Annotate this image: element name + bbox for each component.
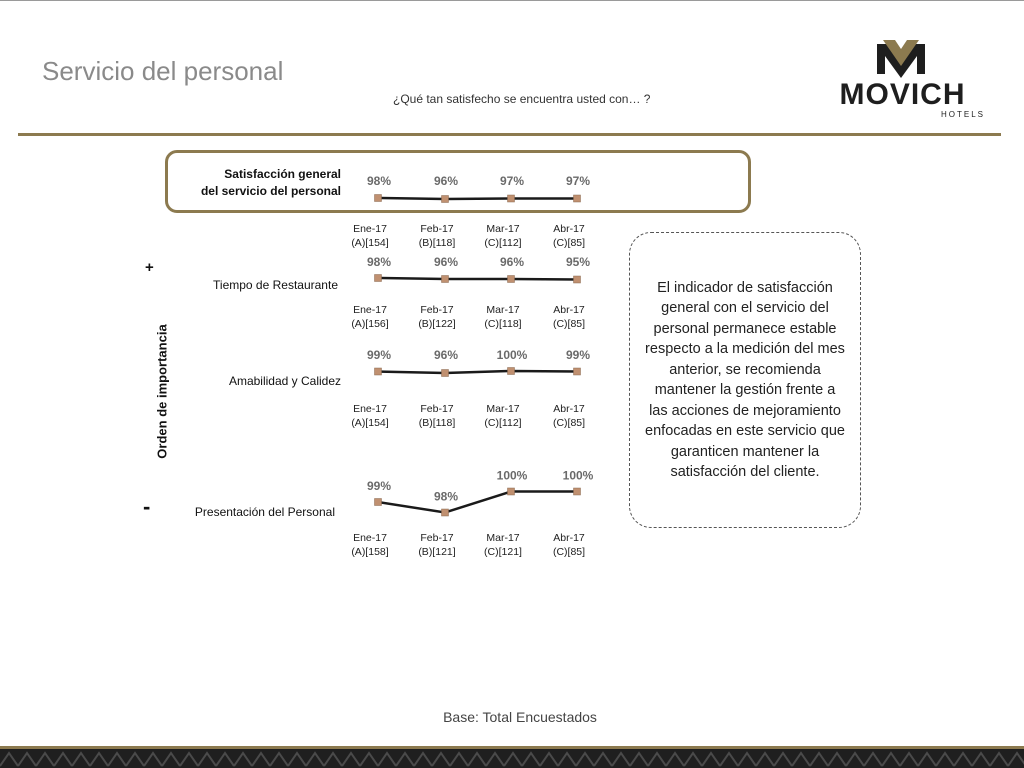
base-label: (A)[154] <box>351 237 389 249</box>
tick-label: Abr-17 <box>553 223 585 235</box>
page-title: Servicio del personal <box>42 56 284 86</box>
tick-label: Ene-17 <box>353 223 387 235</box>
data-point <box>375 499 382 506</box>
tick-label: Feb-17 <box>420 223 454 235</box>
logo-wordmark: MOVICH <box>839 78 966 111</box>
tick-label: Mar-17 <box>486 223 520 235</box>
data-point <box>375 368 382 375</box>
base-label: (C)[112] <box>484 237 522 249</box>
tick-label: Abr-17 <box>553 304 585 316</box>
insight-text: El indicador de satisfacción general con el servicio del personal permanece estable respecto a la medición del mes anterior, se recomienda mantener la gestión frente a las acciones de mejoramiento enfocadas en este servicio que garanticen mantener la satisfacción del cliente. <box>645 279 845 480</box>
base-label: (B)[118] <box>418 237 456 249</box>
tick-label: Feb-17 <box>420 304 454 316</box>
base-label: (A)[156] <box>351 318 389 330</box>
tick-label: Ene-17 <box>353 532 387 544</box>
series-line <box>378 371 577 373</box>
base-label: (A)[158] <box>351 546 389 558</box>
data-point <box>375 275 382 282</box>
value-label: 96% <box>499 255 525 269</box>
row-label-overall-line2: del servicio del personal <box>200 184 341 198</box>
data-point <box>574 276 581 283</box>
value-label: 100% <box>562 468 594 483</box>
value-label: 96% <box>433 174 459 188</box>
value-label: 97% <box>565 174 591 188</box>
base-label: (B)[121] <box>418 546 456 558</box>
base-label: (C)[85] <box>552 417 586 429</box>
base-label: (C)[121] <box>484 546 522 558</box>
row-label-overall-line1: Satisfacción general <box>224 167 341 181</box>
tick-label: Mar-17 <box>486 403 520 415</box>
value-label: 96% <box>433 255 459 269</box>
insight-callout <box>629 232 861 528</box>
footer-pattern <box>0 746 1024 768</box>
value-label: 100% <box>496 348 528 362</box>
less-important-sign: - <box>143 494 151 519</box>
base-note: Base: Total Encuestados <box>443 709 597 725</box>
row-label-restaurant-time: Tiempo de Restaurante <box>213 278 338 292</box>
value-label: 99% <box>565 348 591 362</box>
tick-label: Mar-17 <box>486 304 520 316</box>
base-label: (C)[85] <box>552 546 586 558</box>
tick-label: Mar-17 <box>486 532 520 544</box>
tick-label: Feb-17 <box>420 532 454 544</box>
series-line <box>378 489 577 513</box>
logo-subtitle: HOTELS <box>940 110 985 119</box>
top-border <box>0 0 1024 1</box>
value-label: 98% <box>366 255 392 269</box>
series-line <box>378 278 577 280</box>
data-point <box>574 368 581 375</box>
data-point <box>574 488 581 495</box>
tick-label: Abr-17 <box>553 532 585 544</box>
tick-label: Ene-17 <box>353 403 387 415</box>
value-label: 99% <box>366 348 392 362</box>
base-label: (C)[85] <box>552 237 586 249</box>
importance-axis-label: Orden de importancia <box>154 324 170 459</box>
data-point <box>442 370 449 377</box>
value-label: 97% <box>499 174 525 188</box>
data-point <box>442 509 449 516</box>
row-label-kindness: Amabilidad y Calidez <box>228 374 341 388</box>
value-label: 95% <box>565 255 591 269</box>
value-label: 99% <box>366 479 392 493</box>
data-point <box>508 276 515 283</box>
header-divider <box>18 133 1001 136</box>
tick-label: Ene-17 <box>353 304 387 316</box>
data-point <box>442 276 449 283</box>
value-label: 100% <box>496 468 528 483</box>
survey-question: ¿Qué tan satisfecho se encuentra usted con… ? <box>393 92 651 106</box>
data-point <box>508 368 515 375</box>
row-label-overall <box>166 166 341 200</box>
tick-label: Feb-17 <box>420 403 454 415</box>
chart-4 <box>351 469 593 559</box>
base-label: (C)[118] <box>484 318 522 330</box>
base-label: (B)[118] <box>418 417 456 429</box>
value-label: 98% <box>433 489 459 504</box>
chart-2 <box>351 255 590 330</box>
tick-label: Abr-17 <box>553 403 585 415</box>
row-label-presentation: Presentación del Personal <box>194 505 335 519</box>
data-point <box>508 488 515 495</box>
more-important-sign: + <box>145 259 154 276</box>
chart-3 <box>351 348 590 429</box>
value-label: 96% <box>433 348 459 362</box>
base-label: (C)[85] <box>552 318 586 330</box>
base-label: (B)[122] <box>418 318 456 330</box>
base-label: (C)[112] <box>484 417 522 429</box>
value-label: 98% <box>366 174 392 188</box>
base-label: (A)[154] <box>351 417 389 429</box>
